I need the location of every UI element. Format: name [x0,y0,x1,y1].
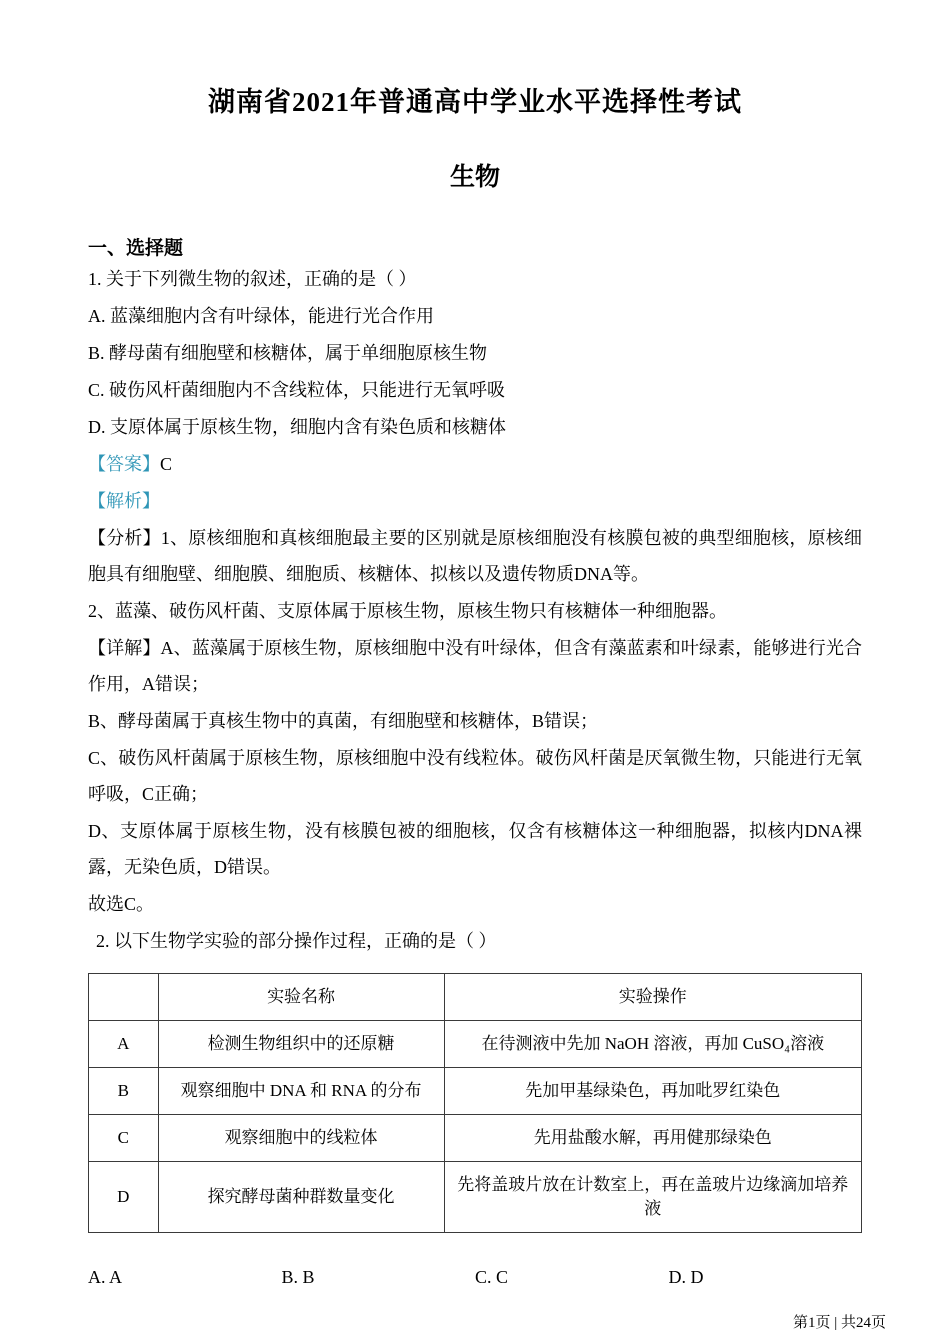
table-cell-operation: 先加甲基绿染色，再加吡罗红染色 [444,1068,861,1115]
q1-analysis-paragraph-2: 2、蓝藻、破伤风杆菌、支原体属于原核生物，原核生物只有核糖体一种细胞器。 [88,601,727,621]
table-row [89,1021,862,1068]
table-cell-operation: 先将盖玻片放在计数室上，再在盖玻片边缘滴加培养液 [444,1162,861,1233]
answer-value: C [160,454,173,474]
q1-option-b: B. 酵母菌有细胞壁和核糖体，属于单细胞原核生物 [88,343,488,363]
table-row [89,1162,862,1233]
q2-stem: 2. 以下生物学实验的部分操作过程，正确的是（ ） [96,931,497,951]
table-cell-name: 探究酵母菌种群数量变化 [158,1162,444,1233]
explain-label: 【解析】 [88,491,160,511]
q1-conclusion: 故选C。 [88,894,155,914]
table-cell-name: 观察细胞中的线粒体 [158,1115,444,1162]
q1-option-a: A. 蓝藻细胞内含有叶绿体，能进行光合作用 [88,306,434,326]
q1-detail-paragraph-a: 【详解】A、蓝藻属于原核生物，原核细胞中没有叶绿体，但含有藻蓝素和叶绿素，能够进行光合作用，A错误； [88,638,862,694]
q1-answer-line [88,446,862,482]
q1-detail-paragraph-c: C、破伤风杆菌属于原核生物，原核细胞中没有线粒体。破伤风杆菌是厌氧微生物，只能进行无氧呼吸，C正确； [88,748,862,804]
table-header-empty [89,974,159,1021]
q1-explain-line [88,483,862,519]
page-number-footer: 第1页 | 共24页 [792,1315,886,1331]
q1-option-c: C. 破伤风杆菌细胞内不含线粒体，只能进行无氧呼吸 [88,380,506,400]
table-header-row [89,974,862,1021]
table-cell-operation: 在待测液中先加 NaOH 溶液，再加 CuSO₄溶液 [444,1021,861,1068]
q1-stem: 1. 关于下列微生物的叙述，正确的是（ ） [88,269,417,289]
table-cell-name: 检测生物组织中的还原糖 [158,1021,444,1068]
q2-experiment-table [88,973,862,1233]
table-cell-name: 观察细胞中 DNA 和 RNA 的分布 [158,1068,444,1115]
table-cell-letter: C [89,1115,159,1162]
table-row [89,1115,862,1162]
q1-detail-paragraph-b: B、酵母菌属于真核生物中的真菌，有细胞壁和核糖体，B错误； [88,711,599,731]
q2-choice-b: B. B [281,1267,315,1287]
answer-label: 【答案】 [88,454,160,474]
q2-choice-d: D. D [668,1267,704,1287]
q1-detail-paragraph-d: D、支原体属于原核生物，没有核膜包被的细胞核，仅含有核糖体这一种细胞器，拟核内DNA裸露，无染色质，D错误。 [88,821,862,877]
exam-title: 湖南省2021年普通高中学业水平选择性考试 [208,87,742,117]
exam-subject: 生物 [449,164,500,191]
section-heading: 一、选择题 [88,238,184,259]
q2-choices-row [88,1267,862,1288]
q2-choice-c: C. C [475,1267,509,1287]
table-cell-operation: 先用盐酸水解，再用健那绿染色 [444,1115,861,1162]
q1-option-d: D. 支原体属于原核生物，细胞内含有染色质和核糖体 [88,417,506,437]
table-header-experiment-operation: 实验操作 [444,974,861,1021]
q1-analysis-paragraph-1: 【分析】1、原核细胞和真核细胞最主要的区别就是原核细胞没有核膜包被的典型细胞核，原核细胞具有细胞壁、细胞膜、细胞质、核糖体、拟核以及遗传物质DNA等。 [88,528,862,584]
table-cell-letter: D [89,1162,159,1233]
table-row [89,1068,862,1115]
q2-choice-a: A. A [88,1267,123,1287]
table-cell-letter: B [89,1068,159,1115]
table-header-experiment-name: 实验名称 [158,974,444,1021]
table-cell-letter: A [89,1021,159,1068]
